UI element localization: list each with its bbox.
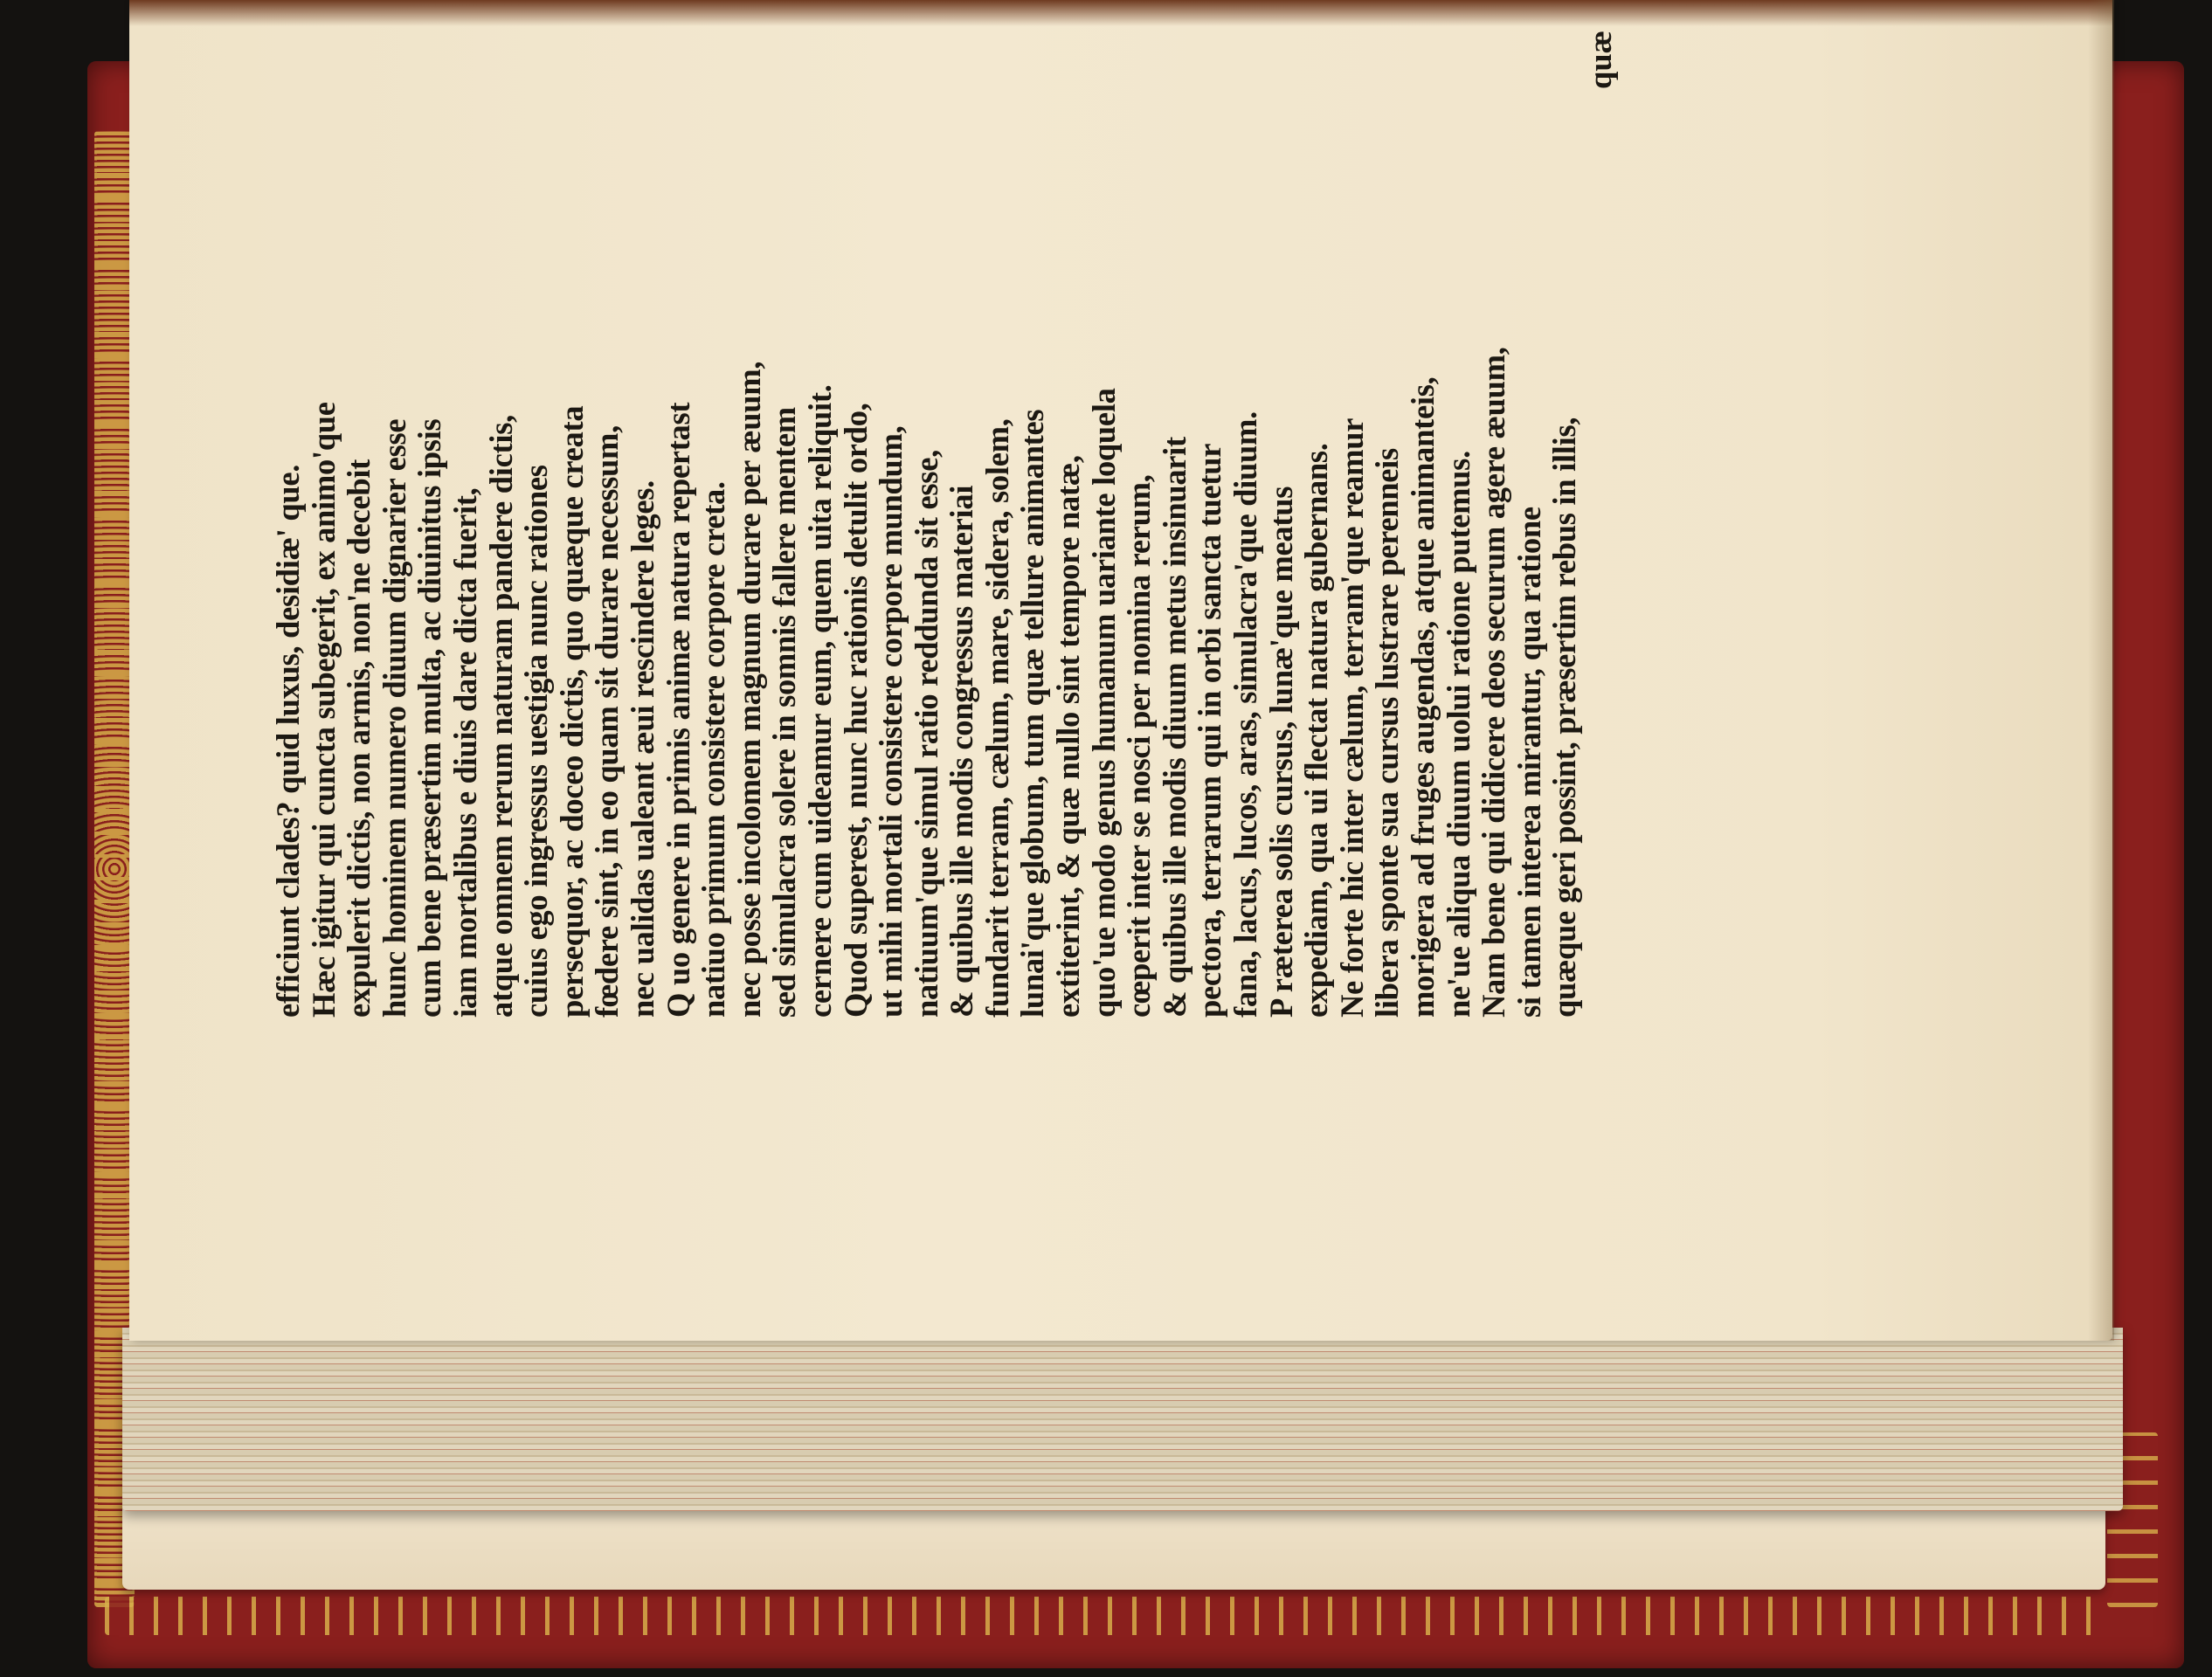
verse-line: cuius ego ingressus uestigia nunc rationes xyxy=(518,465,555,1018)
gutter-shadow xyxy=(2088,0,2114,1341)
verse-line: Ne forte hic inter cælum, terram'que reamur xyxy=(1333,418,1370,1018)
verse-line: cum bene præsertim multa, ac diuinitus ipsis xyxy=(411,418,448,1018)
verse-line: Hæc igitur qui cuncta subegerit, ex animo'que xyxy=(305,402,342,1018)
verse-text-block xyxy=(271,31,1619,1018)
verse-line: Quod superest, nunc huc rationis detulit ordo, xyxy=(837,403,874,1018)
verse-line: si tamen interea mirantur, qua ratione xyxy=(1510,507,1547,1018)
verse-line: natiuum'que simul ratio reddunda sit esse, xyxy=(908,450,944,1018)
verse-line: P ræterea solis cursus, lunæ'que meatus xyxy=(1262,486,1299,1018)
catchword: quæ xyxy=(1581,31,1618,89)
verse-line: efficiunt clades? quid luxus, desidiæ' que. xyxy=(270,464,306,1018)
verse-line: quæque geri possint, præsertim rebus in illis, xyxy=(1546,417,1583,1018)
verse-line: morigera ad fruges augendas, atque animanteis, xyxy=(1405,376,1441,1018)
page-edges xyxy=(122,1328,2123,1511)
verse-line: extiterint, & quæ nullo sint tempore natæ, xyxy=(1050,455,1087,1018)
verse-line: fundarit terram, cælum, mare, sidera, solem, xyxy=(978,418,1015,1018)
verse-line: iam mortalibus e diuis dare dicta fuerit, xyxy=(446,487,483,1018)
verse-line: Q uo genere in primis animæ natura repertast xyxy=(660,402,696,1018)
verse-line: nec ualidas ualeant æui rescindere leges. xyxy=(624,480,660,1018)
verse-line: Nam bene qui didicere deos securum agere æuum, xyxy=(1476,347,1512,1018)
lower-leaf xyxy=(122,1502,2105,1590)
verse-line: persequor, ac doceo dictis, quo quæque creata xyxy=(553,405,590,1018)
verse-line: fana, lacus, lucos, aras, simulacra'que diuum. xyxy=(1227,411,1264,1018)
verse-line: libera sponte sua cursus lustrare perenneis xyxy=(1369,448,1406,1018)
verse-line: & quibus ille modis congressus materiai xyxy=(944,485,980,1018)
verse-line: sed simulacra solere in somnis fallere mentem xyxy=(766,407,803,1018)
gilt-border-bottom xyxy=(105,1597,2105,1635)
verse-line: expulerit dictis, non armis, non'ne decebit xyxy=(341,459,377,1018)
verse-line: ne'ue aliqua diuum uolui ratione putemus. xyxy=(1440,451,1476,1018)
verse-line: cernere cum uideamur eum, quem uita reliquit. xyxy=(801,384,838,1018)
verse-line: atque omnem rerum naturam pandere dictis, xyxy=(482,415,519,1018)
verse-line: expediam, qua ui flectat natura gubernans. xyxy=(1298,443,1335,1018)
verse-line: quo'ue modo genus humanum uariante loquela xyxy=(1085,388,1122,1018)
verse-line: & quibus ille modis diuum metus insinuarit xyxy=(1156,437,1192,1018)
verse-line: lunai'que globum, tum quæ tellure animantes xyxy=(1014,409,1051,1018)
verse-line: cœperit inter se nosci per nomina rerum, xyxy=(1121,474,1158,1018)
verse-line: nec posse incolomem magnum durare per æuum, xyxy=(730,361,767,1018)
verse-line: pectora, terrarum qui in orbi sancta tuetur xyxy=(1192,443,1228,1018)
verse-line: natiuo primum consistere corpore creta. xyxy=(695,481,732,1018)
verse-line: hunc hominem numero diuum dignarier esse xyxy=(376,418,412,1018)
page-top-shadow xyxy=(129,0,2112,26)
verse-line: ut mihi mortali consistere corpore mundum, xyxy=(873,425,909,1018)
verse-line: fœdere sint, in eo quam sit durare necessum, xyxy=(589,425,626,1018)
